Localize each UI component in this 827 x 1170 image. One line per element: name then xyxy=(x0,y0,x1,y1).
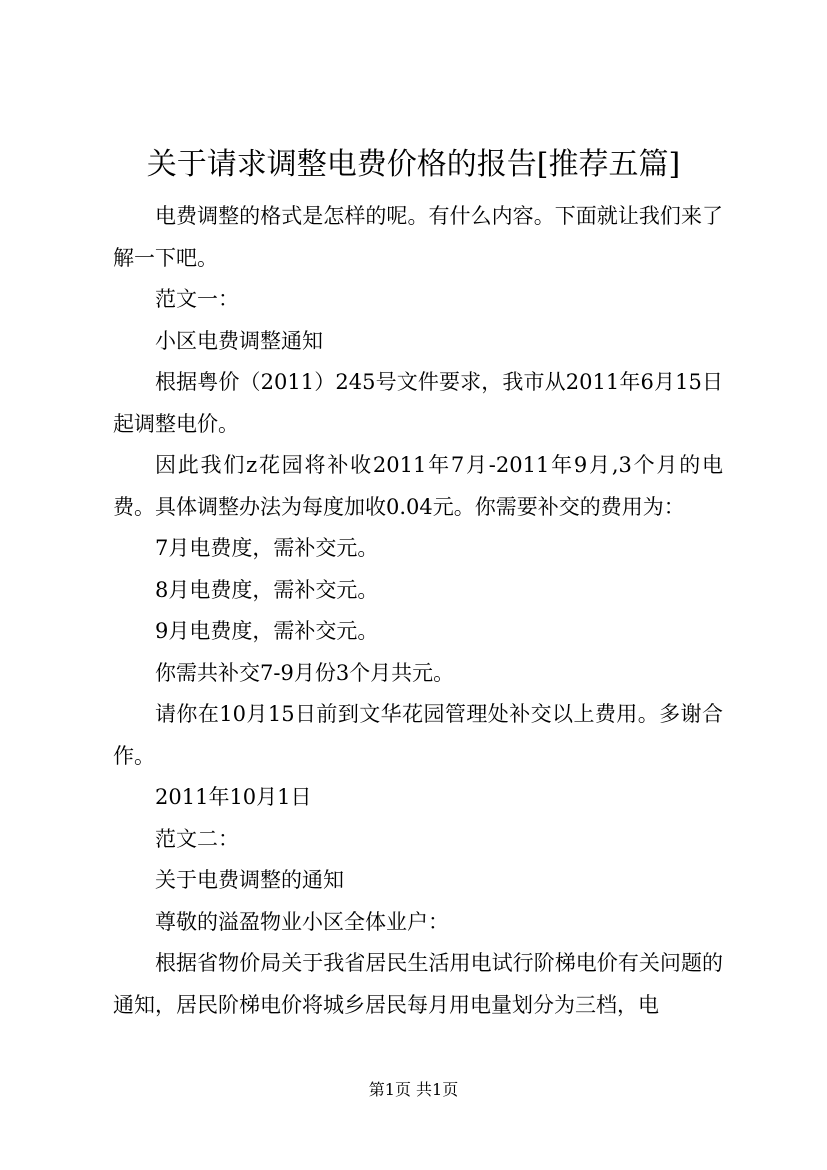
paragraph-august: 8月电费度，需补交元。 xyxy=(155,577,379,602)
page-footer: 第1页 共1页 xyxy=(368,1080,459,1099)
paragraph-july: 7月电费度，需补交元。 xyxy=(155,536,379,560)
paragraph-date: 2011年10月1日 xyxy=(155,785,312,809)
paragraph-salutation: 尊敬的溢盈物业小区全体业户： xyxy=(155,909,449,934)
paragraph-sample-two-heading: 范文二： xyxy=(155,826,239,851)
paragraph-tiered-pricing: 根据省物价局关于我省居民生活用电试行阶梯电价有关问题的通知，居民阶梯电价将城乡居民每月用电量划分为三档，电 xyxy=(113,951,723,1017)
paragraph-notice-title: 小区电费调整通知 xyxy=(155,328,323,353)
document-title: 关于请求调整电费价格的报告[推荐五篇] xyxy=(146,147,681,182)
paragraph-deadline: 请你在10月15日前到文华花园管理处补交以上费用。多谢合作。 xyxy=(113,702,723,768)
paragraph-supplement: 因此我们z花园将补收2011年7月-2011年9月,3个月的电费。具体调整办法为每度加收0.04元。你需要补交的费用为： xyxy=(113,453,723,519)
document-body xyxy=(113,196,723,1026)
paragraph-september: 9月电费度，需补交元。 xyxy=(155,619,379,643)
paragraph-intro: 电费调整的格式是怎样的呢。有什么内容。下面就让我们来了解一下吧。 xyxy=(113,204,723,270)
paragraph-sample-one-heading: 范文一： xyxy=(155,287,239,311)
paragraph-notice-two-title: 关于电费调整的通知 xyxy=(155,868,344,892)
paragraph-total: 你需共补交7-9月份3个月共元。 xyxy=(155,660,455,685)
paragraph-policy: 根据粤价（2011）245号文件要求，我市从2011年6月15日起调整电价。 xyxy=(113,370,723,436)
